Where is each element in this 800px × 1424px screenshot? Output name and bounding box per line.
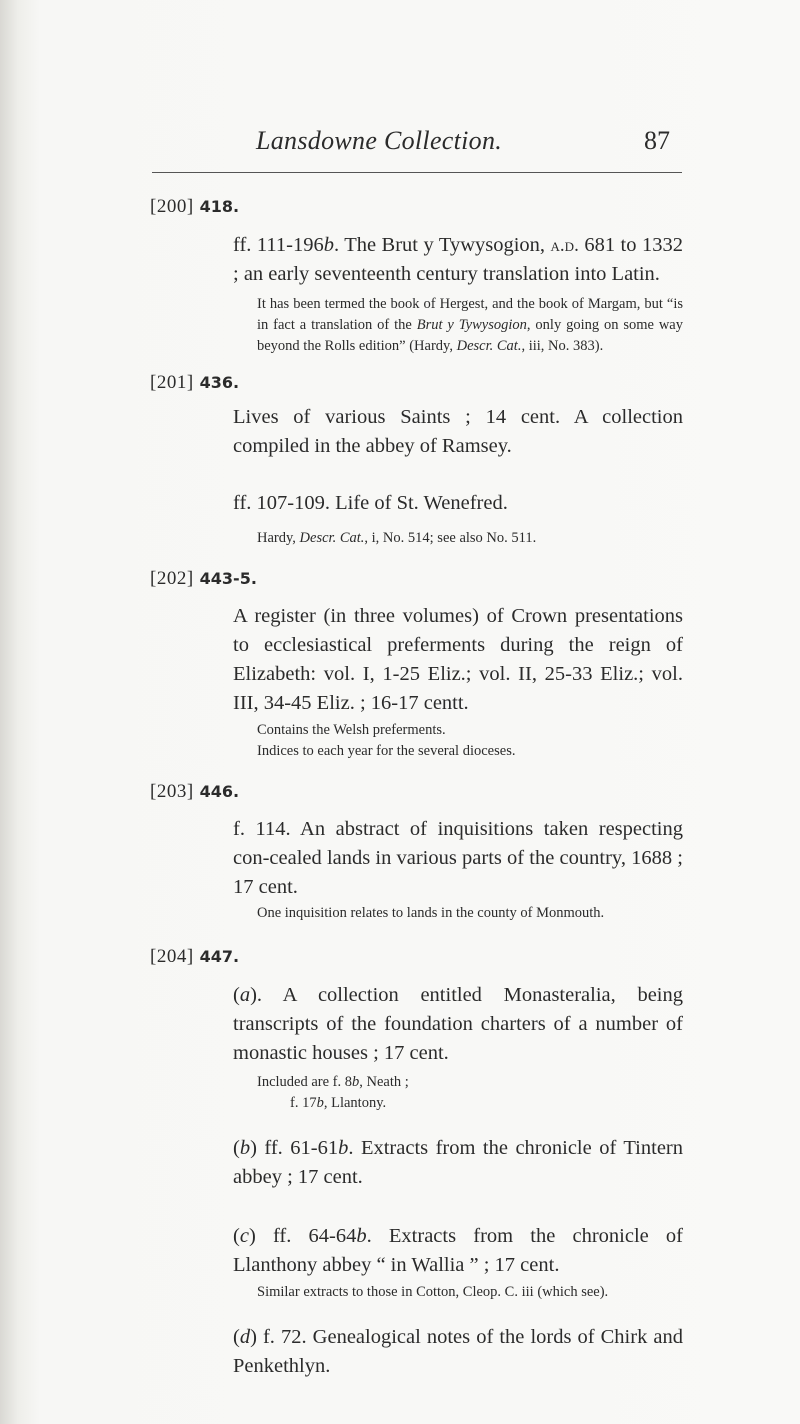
entry-number: [200] <box>150 196 194 217</box>
running-head <box>0 126 800 166</box>
entry-note: Similar extracts to those in Cotton, Cleop. C. iii (which see). <box>257 1284 609 1300</box>
entry-number: [202] <box>150 568 194 589</box>
entry-note: It has been termed the book of Hergest, and the book of Margam, but “is in fact a translation of the Brut y Tywysogion, only going on some way beyond the Rolls edition” (Hardy, Descr. Cat., iii, No. 383). <box>257 296 683 354</box>
entry-heading-204 <box>150 946 239 968</box>
entry-note: Included are f. 8b, Neath ; <box>257 1074 409 1090</box>
page-number: 87 <box>644 126 670 155</box>
entry-note: f. 17b, Llantony. <box>290 1095 387 1111</box>
entry-number: [204] <box>150 946 194 967</box>
entry-number: [201] <box>150 372 194 393</box>
entry-note: Indices to each year for the several dioceses. <box>257 743 516 759</box>
entry-item-c: (c) ff. 64-64b. Extracts from the chronicle of Llanthony abbey “ in Wallia ” ; 17 cent. <box>233 1225 683 1276</box>
entry-description: ff. 111-196b. The Brut y Tywysogion, a.d. 681 to 1332 ; an early seventeenth century translation into Latin. <box>233 234 683 285</box>
entry-description: f. 114. An abstract of inquisitions taken respecting con-cealed lands in various parts of the country, 1688 ; 17 cent. <box>233 818 683 898</box>
entry-note: Hardy, Descr. Cat., i, No. 514; see also No. 511. <box>257 530 537 546</box>
header-rule <box>152 172 682 173</box>
entry-item-b: (b) ff. 61-61b. Extracts from the chronicle of Tintern abbey ; 17 cent. <box>233 1137 683 1188</box>
entry-item-a: (a). A collection entitled Monasteralia, being transcripts of the foundation charters of a number of monastic houses ; 17 cent. <box>233 984 683 1064</box>
entry-description: Lives of various Saints ; 14 cent. A collection compiled in the abbey of Ramsey. <box>233 406 683 457</box>
entry-heading-201 <box>150 372 239 394</box>
entry-description: ff. 107-109. Life of St. Wenefred. <box>233 492 508 514</box>
entry-heading-202 <box>150 568 257 590</box>
entry-note: One inquisition relates to lands in the county of Monmouth. <box>257 905 605 921</box>
ms-number: 436. <box>199 373 240 392</box>
ms-number: 447. <box>199 947 240 966</box>
page-title: Lansdowne Collection. <box>256 126 503 155</box>
entry-heading-203 <box>150 781 239 803</box>
entry-item-d: (d) f. 72. Genealogical notes of the lords of Chirk and Penkethlyn. <box>233 1326 683 1377</box>
ms-number: 418. <box>199 197 240 216</box>
ms-number: 443-5. <box>199 569 257 588</box>
ms-number: 446. <box>199 782 240 801</box>
entry-heading-200 <box>150 196 239 218</box>
entry-note: Contains the Welsh preferments. <box>257 722 446 738</box>
entry-description: A register (in three volumes) of Crown presentations to ecclesiastical preferments during the reign of Elizabeth: vol. I, 1-25 Eliz.; vol. II, 25-33 Eliz.; vol. III, 34-45 Eliz. ; 16-17 centt. <box>233 605 683 714</box>
entry-number: [203] <box>150 781 194 802</box>
